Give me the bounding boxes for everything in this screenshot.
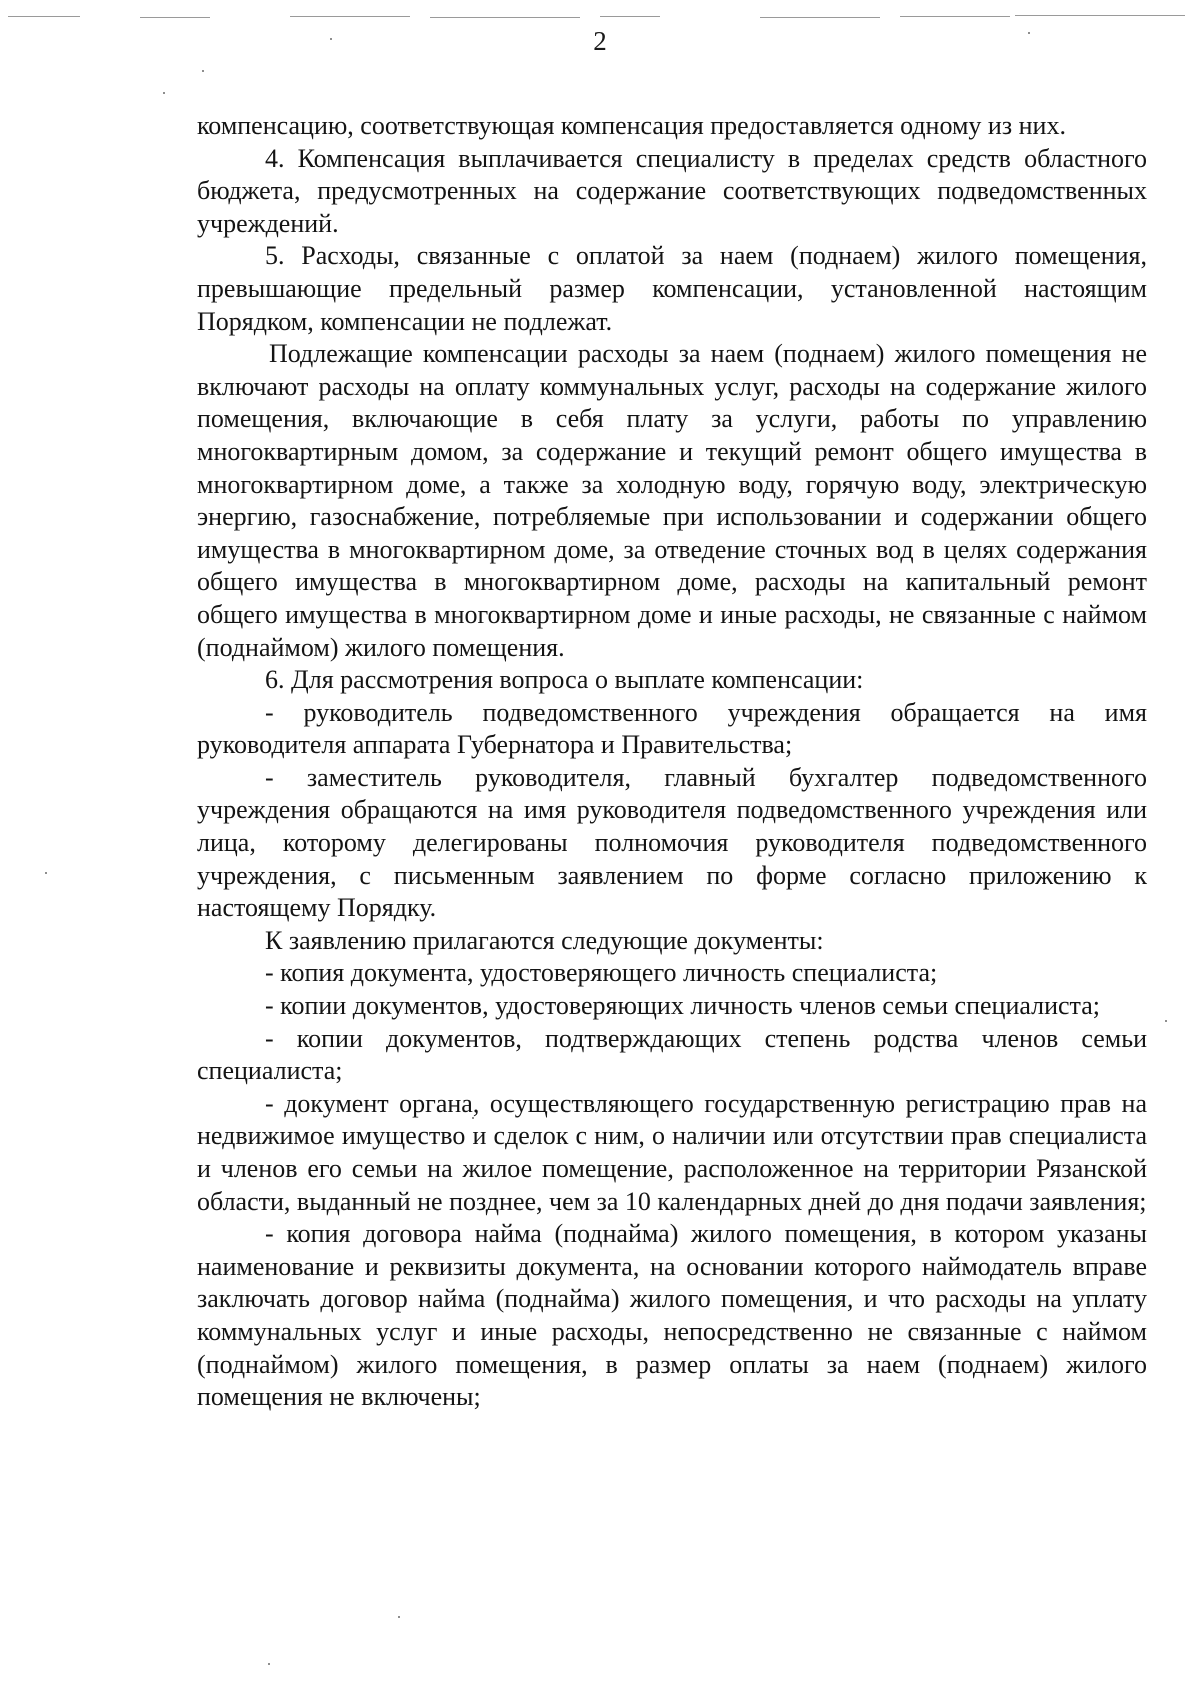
paragraph-excluded-expenses: Подлежащие компенсации расходы за наем (поднаем) жилого помещения не включают расходы на оплату коммунальных услуг, расходы на содержание жилого помещения, включающие в себя плату за услуги, работы по управлению многоквартирным домом, за содержание и текущий ремонт общего имущества в многоквартирном доме, а также за холодную воду, горячую воду, электрическую энергию, газоснабжение, потребляемые при использовании и содержании общего имущества в многоквартирном доме, за отведение сточных вод в целях содержания общего имущества в многоквартирном доме, расходы на капитальный ремонт общего имущества в многоквартирном доме и иные расходы, не связанные с наймом (поднаймом) жилого помещения.	[197, 339, 1147, 662]
scan-speck	[268, 1663, 270, 1665]
paragraph-item-5: 5. Расходы, связанные с оплатой за наем (поднаем) жилого помещения, превышающие предельный размер компенсации, установленной настоящим Порядком, компенсации не подлежат.	[197, 241, 1147, 336]
list-item-family-identity-documents: - копии документов, удостоверяющих личность членов семьи специалиста;	[265, 991, 1100, 1021]
paragraph-continuation: компенсацию, соответствующая компенсация предоставляется одному из них.	[197, 111, 1066, 140]
scan-speck	[202, 70, 204, 72]
scan-speck	[45, 872, 47, 874]
list-item-head-of-institution: - руководитель подведомственного учреждения обращается на имя руководителя аппарата Губернатора и Правительства;	[197, 697, 1147, 760]
scan-speck	[398, 1616, 400, 1618]
document-body	[197, 110, 1147, 1414]
scan-speck	[163, 92, 165, 94]
paragraph-attached-documents: К заявлению прилагаются следующие документы:	[265, 925, 824, 955]
list-item-lease-contract-copy: - копия договора найма (поднайма) жилого помещения, в котором указаны наименование и реквизиты документа, на основании которого наймодатель вправе заключать договор найма (поднайма) жилого помещения, и что расходы на уплату коммунальных услуг и иные расходы, непосредственно не связанные с наймом (поднаймом) жилого помещения, в размер оплаты за наем (поднаем) жилого помещения не включены;	[197, 1219, 1147, 1412]
page-number: 2	[593, 26, 607, 56]
list-item-identity-document: - копия документа, удостоверяющего личность специалиста;	[265, 958, 938, 988]
list-item-deputy-and-accountant: - заместитель руководителя, главный бухгалтер подведомственного учреждения обращаются на имя руководителя подведомственного учреждения или лица, которому делегированы полномочия руководителя подведомственного учреждения, с письменным заявлением по форме согласно приложению к настоящему Порядку.	[197, 762, 1147, 923]
list-item-kinship-documents: - копии документов, подтверждающих степень родства членов семьи специалиста;	[197, 1023, 1147, 1086]
scan-speck	[1165, 1020, 1167, 1022]
list-item-registration-document: - документ органа, осуществляющего государственную регистрацию прав на недвижимое имущество и сделок с ним, о наличии или отсутствии прав специалиста и членов его семьи на жилое помещение, расположенное на территории Рязанской области, выданный не позднее, чем за 10 календарных дней до дня подачи заявления;	[197, 1088, 1147, 1216]
paragraph-item-6: 6. Для рассмотрения вопроса о выплате компенсации:	[265, 665, 864, 695]
scan-edge-artifact	[0, 14, 1200, 20]
paragraph-item-4: 4. Компенсация выплачивается специалисту в пределах средств областного бюджета, предусмотренных на содержание соответствующих подведомственных учреждений.	[197, 143, 1147, 238]
